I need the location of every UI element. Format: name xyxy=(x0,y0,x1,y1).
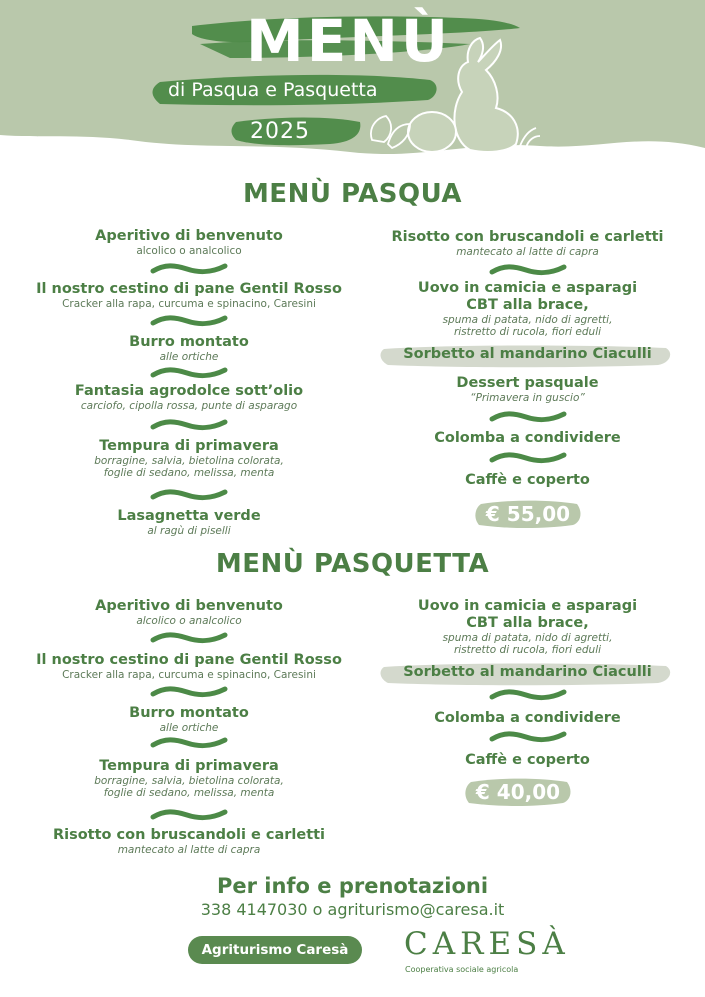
price-text: € 40,00 xyxy=(475,780,561,804)
course-item xyxy=(350,664,705,681)
course-name-line2: CBT alla brace, xyxy=(466,615,589,631)
course-name: Burro montato xyxy=(129,705,249,721)
course-desc: carciofo, cipolla rossa, punte di asparago xyxy=(80,400,298,412)
menu-title: MENÙ xyxy=(246,7,451,75)
course-name: Il nostro cestino di pane Gentil Rosso xyxy=(36,281,342,297)
course-name: Uovo in camicia e asparagi xyxy=(417,280,638,296)
section-title-pasquetta: MENÙ PASQUETTA xyxy=(215,549,490,579)
course-name: Burro montato xyxy=(129,334,249,350)
course-item xyxy=(0,652,378,681)
squiggle-divider xyxy=(149,736,229,750)
course-desc: ristretto di rucola, fiori eduli xyxy=(453,644,602,656)
section-title-pasqua: MENÙ PASQUA xyxy=(242,179,463,209)
course-name: Lasagnetta verde xyxy=(117,508,261,524)
course-desc: “Primavera in guscio” xyxy=(470,392,585,404)
course-desc: mantecato al latte di capra xyxy=(117,844,261,856)
course-name: Fantasia agrodolce sott’olio xyxy=(74,383,304,399)
course-name: Tempura di primavera xyxy=(99,758,279,774)
price-text: € 55,00 xyxy=(485,502,571,526)
course-desc: Cracker alla rapa, curcuma e spinacino, Caresini xyxy=(62,298,316,310)
course-name: Dessert pasquale xyxy=(456,375,599,391)
course-name: Il nostro cestino di pane Gentil Rosso xyxy=(36,652,342,668)
course-desc: alcolico o analcolico xyxy=(136,245,242,257)
course-name: Sorbetto al mandarino Ciaculli xyxy=(403,346,652,362)
course-item xyxy=(350,598,705,656)
squiggle-divider xyxy=(149,631,229,645)
course-desc: ristretto di rucola, fiori eduli xyxy=(453,326,602,338)
course-item xyxy=(350,710,705,727)
course-name: Colomba a condividere xyxy=(434,710,621,726)
course-name: Aperitivo di benvenuto xyxy=(95,228,283,244)
course-item xyxy=(350,752,705,769)
course-name: Caffè e coperto xyxy=(465,752,590,768)
agriturismo-badge[interactable]: Agriturismo Caresà xyxy=(188,936,362,964)
course-desc: spuma di patata, nido di agretti, xyxy=(442,314,613,326)
caresa-logo-subtitle: Cooperativa sociale agricola xyxy=(405,965,519,974)
course-name: Caffè e coperto xyxy=(465,472,590,488)
course-name: Aperitivo di benvenuto xyxy=(95,598,283,614)
course-desc: spuma di patata, nido di agretti, xyxy=(442,632,613,644)
course-name: Colomba a condividere xyxy=(434,430,621,446)
menu-year: 2025 xyxy=(250,119,310,144)
course-desc: borragine, salvia, bietolina colorata, xyxy=(94,775,284,787)
course-desc: alle ortiche xyxy=(159,351,219,363)
price-badge-pasquetta xyxy=(463,776,573,808)
course-desc: mantecato al latte di capra xyxy=(456,246,599,258)
course-item xyxy=(0,758,378,799)
course-desc: al ragù di piselli xyxy=(147,525,231,537)
squiggle-divider xyxy=(488,688,568,702)
info-title: Per info e prenotazioni xyxy=(216,874,489,898)
course-desc: alle ortiche xyxy=(159,722,219,734)
course-name: Uovo in camicia e asparagi xyxy=(417,598,638,614)
course-name: Sorbetto al mandarino Ciaculli xyxy=(403,664,652,680)
squiggle-divider xyxy=(149,685,229,699)
caresa-logo: CARESÀ xyxy=(404,926,570,962)
course-desc: borragine, salvia, bietolina colorata, xyxy=(94,455,284,467)
course-item xyxy=(0,705,378,734)
contact-info[interactable]: 338 4147030 o agriturismo@caresa.it xyxy=(200,900,505,919)
squiggle-divider xyxy=(488,730,568,744)
course-name: Tempura di primavera xyxy=(99,438,279,454)
squiggle-divider xyxy=(149,808,229,822)
course-desc: alcolico o analcolico xyxy=(136,615,242,627)
course-name-line2: CBT alla brace, xyxy=(466,297,589,313)
course-desc: foglie di sedano, melissa, menta xyxy=(103,467,275,479)
course-item xyxy=(0,827,378,856)
menu-subtitle: di Pasqua e Pasquetta xyxy=(168,79,378,101)
course-desc: Cracker alla rapa, curcuma e spinacino, Caresini xyxy=(62,669,316,681)
course-name: Risotto con bruscandoli e carletti xyxy=(52,827,326,843)
course-item xyxy=(0,598,378,627)
course-desc: foglie di sedano, melissa, menta xyxy=(103,787,275,799)
pasquetta-right-column xyxy=(350,0,705,997)
course-name: Risotto con bruscandoli e carletti xyxy=(391,229,664,245)
